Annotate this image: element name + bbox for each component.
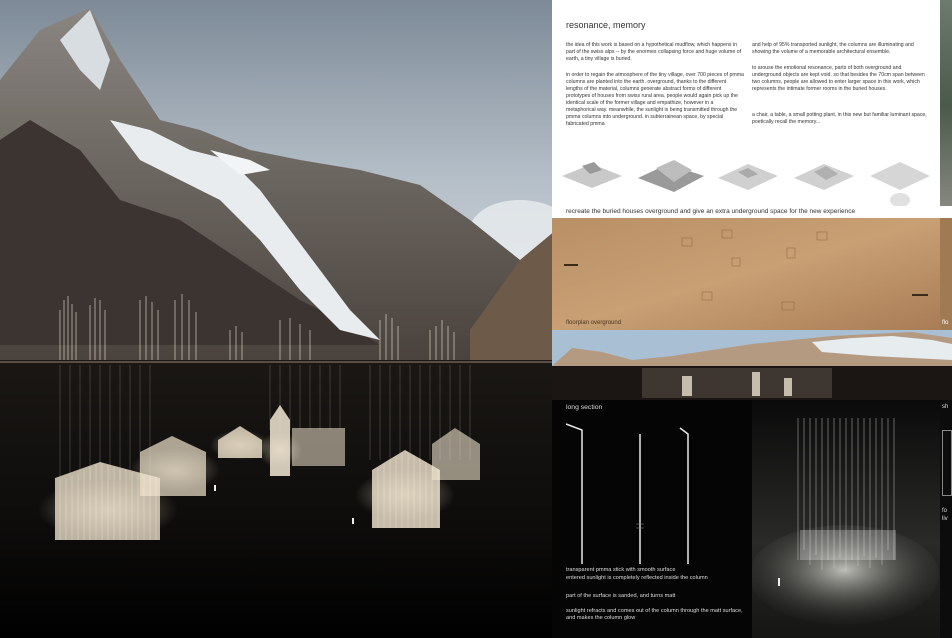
edge-fragment-2: fo [942, 508, 948, 514]
panel-title: resonance, memory [566, 20, 646, 30]
massing-diagram-1 [562, 162, 622, 188]
column-note-1: transparent pmma stick with smooth surface [566, 567, 676, 573]
description-para-5: a chair, a table, a small potting plant, in this new but familiar luminant space, poetically recall the memory... [752, 112, 927, 125]
column-diagram-1 [566, 424, 582, 564]
caption-buried-houses: recreate the buried houses overground and give an extra underground space for the new experience [566, 208, 856, 215]
column-note-4: sunlight refracts and comes out of the column through the matt surface, and makes the column glow [566, 608, 743, 621]
description-para-1: the idea of this work is based on a hypothetical mudflow, which happens in part of the swiss alps -- by the enormes collapsing force and huge volume of earth, a tiny village is buried. [566, 42, 742, 62]
edge-photo-strip [940, 0, 952, 212]
description-para-2: in order to regain the atmosphere of the tiny village, over 700 pieces of pmma columns are planted into the earth. overground, thanks to the different lengths of the material, columns generate abstract forms of different prototypes of houses from swiss rural area. people would again pick up the identical scale of the former village and empathize, however in a metaphorical way. meanwhile, the sunlight is being transmitted through the pmma columns into underground. in subterrainean space, by special fabricated pmma [566, 72, 744, 127]
column-note-2: entered sunlight is completely reflected inside the column [566, 575, 708, 581]
floorplan-overground-image [552, 218, 940, 330]
edge-floorplan-label: flo [942, 320, 949, 326]
floorplan-label: floorplan overground [566, 320, 622, 326]
section-strip [552, 330, 952, 400]
massing-diagram-4 [794, 164, 854, 190]
column-note-3: part of the surface is sanded, and turns matt [566, 593, 676, 599]
massing-diagram-5 [870, 162, 930, 207]
edge-fragment-1: sh [942, 404, 949, 410]
column-diagrams [556, 414, 696, 574]
massing-diagram-2 [638, 160, 704, 192]
description-para-4: to arouse the emotional resonance, parts of both overground and underground objects are kept void. so that besides the 70cm span between two columns, people are allowed to enter larger space in this work, which represents the intimate former rooms in the buried houses. [752, 65, 925, 92]
description-para-3: and help of 95% transported sunlight, the columns are illuminating and showing the volume of a memorable architectural ensemble. [752, 42, 914, 55]
edge-fragment-3: liv [942, 516, 948, 522]
long-section-label: long section [566, 404, 603, 411]
edge-fragment-box [942, 430, 952, 496]
column-diagram-3 [680, 428, 688, 564]
massing-diagram-3 [718, 164, 778, 190]
edge-sand-strip [940, 218, 952, 330]
massing-diagrams [556, 148, 936, 212]
interior-rendering [752, 400, 940, 638]
